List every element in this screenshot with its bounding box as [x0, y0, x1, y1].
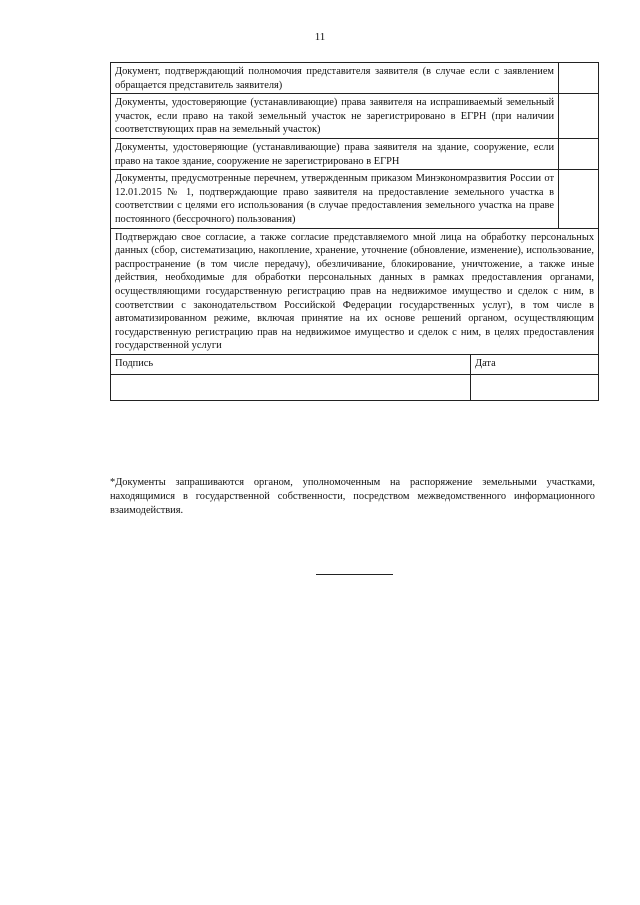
signature-label: Подпись: [111, 354, 471, 374]
document-row: [111, 63, 599, 94]
end-separator-line: [316, 574, 393, 575]
signature-header-row: [111, 354, 599, 374]
date-label: Дата: [471, 354, 599, 374]
document-checkbox-cell[interactable]: [559, 94, 599, 139]
consent-row: [111, 228, 599, 354]
signature-input-row: [111, 374, 599, 400]
document-description: Документы, удостоверяющие (устанавливающие) права заявителя на испрашиваемый земельный участок, если право на такой земельный участок не зарегистрировано в ЕГРН (при наличии соответствующих прав на земельный участок): [111, 94, 559, 139]
page-number: 11: [314, 31, 326, 43]
date-field[interactable]: [471, 374, 599, 400]
document-row: [111, 94, 599, 139]
document-row: [111, 170, 599, 228]
document-checkbox-cell[interactable]: [559, 138, 599, 169]
document-checkbox-cell[interactable]: [559, 170, 599, 228]
document-row: [111, 138, 599, 169]
documents-table: [110, 62, 599, 401]
footnote: *Документы запрашиваются органом, уполномоченным на распоряжение земельными участками, находящимися в государственной собственности, посредством межведомственного информационного взаимодействия.: [110, 477, 595, 516]
signature-field[interactable]: [111, 374, 471, 400]
document-description: Документы, удостоверяющие (устанавливающие) права заявителя на здание, сооружение, если право на такое здание, сооружение не зарегистрировано в ЕГРН: [111, 138, 559, 169]
document-description: Документы, предусмотренные перечнем, утвержденным приказом Минэкономразвития России от 12.01.2015 № 1, подтверждающие право заявителя на предоставление земельного участка в соответствии с целями его использования (в случае предоставления земельного участка на праве постоянного (бессрочного) пользования): [111, 170, 559, 228]
document-checkbox-cell[interactable]: [559, 63, 599, 94]
consent-text: Подтверждаю свое согласие, а также согласие представляемого мной лица на обработку персональных данных (сбор, систематизацию, накопление, хранение, уточнение (обновление, изменение), использование, распространение (в том числе передачу), обезличивание, блокирование, уничтожение, а также иные действия, необходимые для обработки персональных данных в рамках предоставления органами, осуществляющими государственную регистрацию прав на недвижимое имущество и сделок с ним, в соответствии с законодательством Российской Федерации государственных услуг), в том числе в автоматизированном режиме, включая принятие на их основе решений органом, осуществляющим государственную регистрацию прав на недвижимое имущество и сделок с ним, в целях предоставления государственной услуги: [111, 228, 599, 354]
document-description: Документ, подтверждающий полномочия представителя заявителя (в случае если с заявлением обращается представитель заявителя): [111, 63, 559, 94]
